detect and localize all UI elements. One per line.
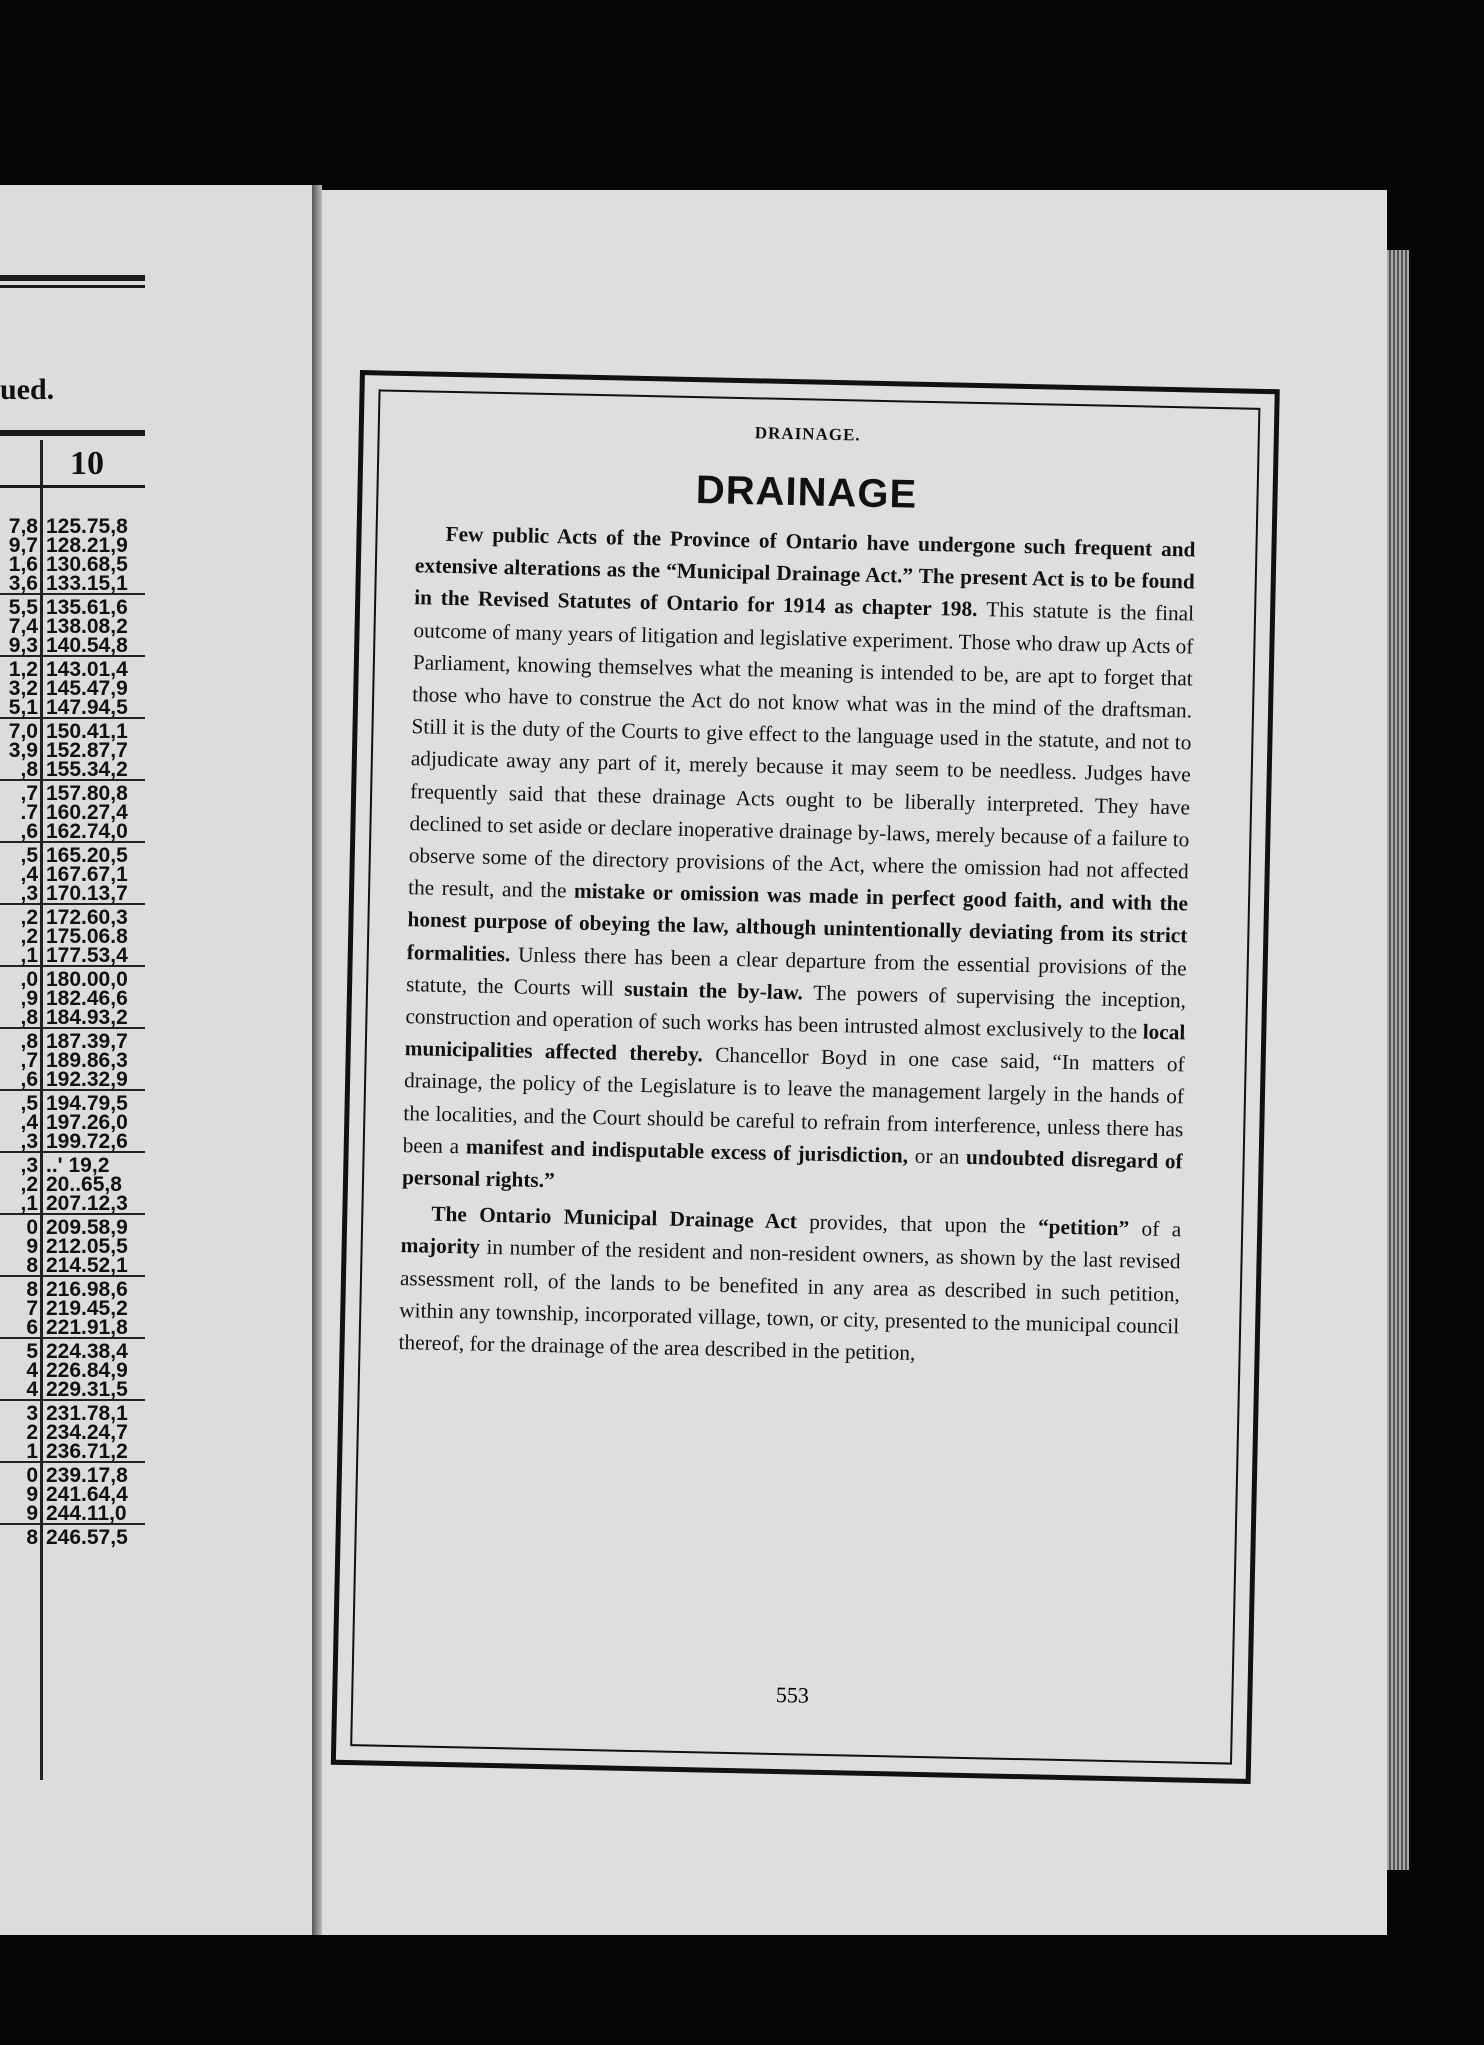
cell-column-10: 167.67,1 — [46, 863, 128, 886]
cell-prev-column: ,5 — [20, 844, 38, 867]
table-row — [0, 636, 145, 657]
cell-column-10: 239.17,8 — [46, 1464, 128, 1487]
cell-column-10: 216.98,6 — [46, 1278, 128, 1301]
cell-column-10: 192.32,9 — [46, 1068, 128, 1091]
cell-column-10: 189.86,3 — [46, 1049, 128, 1072]
cell-prev-column: 5 — [26, 1340, 38, 1363]
cell-prev-column: ,3 — [20, 1154, 38, 1177]
cell-prev-column: ,8 — [20, 1030, 38, 1053]
cell-column-10: 177.53,4 — [46, 944, 128, 967]
book-gutter — [312, 185, 322, 1935]
cell-prev-column: ,1 — [20, 1192, 38, 1215]
cell-column-10: 150.41,1 — [46, 720, 128, 743]
cell-column-10: 182.46,6 — [46, 987, 128, 1010]
cell-column-10: 165.20,5 — [46, 844, 128, 867]
cell-column-10: 236.71,2 — [46, 1440, 128, 1463]
cell-prev-column: 2 — [26, 1421, 38, 1444]
column-header: 10 — [70, 445, 104, 482]
cell-prev-column: 3,9 — [8, 739, 38, 762]
cell-column-10: 175.06.8 — [46, 925, 128, 948]
bold-text-run: local municipalities affected thereby. — [404, 1019, 1186, 1067]
cell-prev-column: 1,2 — [8, 658, 38, 681]
text-run: or an — [914, 1143, 967, 1169]
cell-prev-column: 8 — [26, 1526, 38, 1549]
cell-prev-column: 9 — [26, 1502, 38, 1525]
cell-column-10: 229.31,5 — [46, 1378, 128, 1401]
bold-text-run: mistake or omission was made in perfect good faith, and with the honest purpose of obeying the law, although unintentionally deviating from its strict formalities. — [406, 878, 1189, 967]
page-edge — [1387, 250, 1409, 1870]
cell-prev-column: .7 — [20, 801, 38, 824]
cell-column-10: 184.93,2 — [46, 1006, 128, 1029]
table-top-rule-thin — [0, 285, 145, 288]
bold-text-run: “petition” — [1037, 1214, 1142, 1241]
cell-prev-column: 6 — [26, 1316, 38, 1339]
cell-prev-column: 9,3 — [8, 634, 38, 657]
cell-column-10: 234.24,7 — [46, 1421, 128, 1444]
table-row — [0, 1318, 145, 1339]
table-row — [0, 1256, 145, 1277]
text-run: Chancellor Boyd in one case said, “In matters of drainage, the policy of the Legislature is to leave the management largely in the hands of the localities, and the Court should be careful to refrain from interference, unless there has been a — [402, 1042, 1185, 1159]
cell-column-10: 244.11,0 — [46, 1502, 127, 1525]
cell-column-10: 187.39,7 — [46, 1030, 128, 1053]
cell-column-10: 130.68,5 — [46, 553, 128, 576]
bold-text-run: have undergone such frequent and extensive alterations as the — [414, 530, 1196, 583]
cell-column-10: 209.58,9 — [46, 1216, 128, 1239]
cell-prev-column: 0 — [26, 1464, 38, 1487]
text-run: The powers of supervising the inception, construction and operation of such works has been intrusted almost exclusively to the — [405, 980, 1187, 1044]
cell-prev-column: 4 — [26, 1359, 38, 1382]
cell-prev-column: 7,4 — [8, 615, 38, 638]
cell-prev-column: ,7 — [20, 1049, 38, 1072]
left-facing-page — [0, 185, 312, 1935]
bold-text-run: manifest and indisputable excess of jurisdiction, — [465, 1134, 916, 1168]
text-run: Unless there has been a clear departure from the essential provisions of the statute, the Courts will — [405, 942, 1187, 1001]
cell-column-10: 125.75,8 — [46, 515, 128, 538]
text-run: in number of the resident and non-resident owners, as shown by the last revised assessment roll, of the lands to be benefited in any area as described in such petition, within any township, incorporated village, town, or city, presented to the municipal council thereof, for the drainage of the area described in the petition, — [398, 1235, 1181, 1365]
cell-prev-column: ,8 — [20, 1006, 38, 1029]
cell-column-10: 135.61,6 — [46, 596, 128, 619]
cell-column-10: 241.64,4 — [46, 1483, 128, 1506]
table-row — [0, 1504, 145, 1525]
cell-column-10: 197.26,0 — [46, 1111, 128, 1134]
cell-prev-column: 8 — [26, 1278, 38, 1301]
text-run: This statute is the final outcome of many years of litigation and legislative experiment. Those who draw up Acts of Parliament, knowing themselves what the meaning is intended to be, are apt to forget that those who have to construe the Act do not know what was in the mind of the draftsman. Still it is the duty of the Courts to give effect to the language used in the statute, and not to adjudicate away any part of it, merely because it may seem to be needless. Judges have frequently said that these drainage Acts ought to be liberally interpreted. They have declined to set aside or declare inoperative drainage by-laws, merely because of a failure to observe some of the directory provisions of the Act, where the omission had not affected the result, and the — [407, 597, 1195, 903]
cell-prev-column: 4 — [26, 1378, 38, 1401]
cell-prev-column: 3,2 — [8, 677, 38, 700]
table-row — [0, 884, 145, 905]
table-row — [0, 1442, 145, 1463]
cell-column-10: 224.38,4 — [46, 1340, 128, 1363]
cell-prev-column: ,3 — [20, 882, 38, 905]
bold-text-run: sustain the by-law. — [624, 976, 814, 1005]
cell-column-10: 138.08,2 — [46, 615, 128, 638]
value-table — [0, 517, 145, 1547]
cell-column-10: 221.91,8 — [46, 1316, 128, 1339]
cell-column-10: 152.87,7 — [46, 739, 128, 762]
cell-column-10: 20..65,8 — [46, 1173, 122, 1196]
cell-column-10: 128.21,9 — [46, 534, 128, 557]
table-row — [0, 946, 145, 967]
cell-column-10: 162.74,0 — [46, 820, 128, 843]
cell-prev-column: 9 — [26, 1235, 38, 1258]
cell-column-10: ..' 19,2 — [46, 1154, 110, 1177]
table-row — [0, 760, 145, 781]
cell-column-10: 140.54,8 — [46, 634, 128, 657]
cell-prev-column: ,5 — [20, 1092, 38, 1115]
cell-prev-column: ,6 — [20, 820, 38, 843]
page-title: DRAINAGE — [695, 468, 918, 517]
table-row — [0, 1194, 145, 1215]
cell-prev-column: ,2 — [20, 1173, 38, 1196]
table-row — [0, 1070, 145, 1091]
table-row — [0, 822, 145, 843]
cell-column-10: 147.94,5 — [46, 696, 128, 719]
header-bottom-rule — [0, 485, 145, 488]
page-number: 553 — [775, 1682, 810, 1708]
cell-column-10: 160.27,4 — [46, 801, 128, 824]
cell-prev-column: 3,6 — [8, 572, 38, 595]
cell-column-10: 199.72,6 — [46, 1130, 128, 1153]
cell-column-10: 172.60,3 — [46, 906, 128, 929]
bold-text-run: Revised Statutes of Ontario for 1914 as chapter 198. — [477, 586, 987, 622]
cell-column-10: 133.15,1 — [46, 572, 128, 595]
cell-prev-column: ,4 — [20, 1111, 38, 1134]
bold-text-run: Few public Acts of the Province of Ontario — [445, 521, 867, 555]
table-row — [0, 1008, 145, 1029]
cell-prev-column: 9 — [26, 1483, 38, 1506]
cell-prev-column: ,9 — [20, 987, 38, 1010]
cell-column-10: 226.84,9 — [46, 1359, 128, 1382]
cell-prev-column: 5,1 — [8, 696, 38, 719]
cell-column-10: 212.05,5 — [46, 1235, 128, 1258]
bold-text-run: undoubted disregard of personal rights.” — [401, 1144, 1183, 1193]
bold-text-run: The Ontario Municipal Drainage Act — [431, 1201, 810, 1234]
cell-prev-column: 7,0 — [8, 720, 38, 743]
page-content — [398, 416, 1198, 1378]
cell-prev-column: 8 — [26, 1254, 38, 1277]
cell-prev-column: 9,7 — [8, 534, 38, 557]
cell-column-10: 219.45,2 — [46, 1297, 128, 1320]
cell-prev-column: 7 — [26, 1297, 38, 1320]
body-text — [398, 517, 1195, 1374]
cell-prev-column: ,4 — [20, 863, 38, 886]
cell-column-10: 246.57,5 — [46, 1526, 128, 1549]
cell-prev-column: ,6 — [20, 1068, 38, 1091]
continued-label: ued. — [0, 373, 55, 406]
cell-prev-column: 7,8 — [8, 515, 38, 538]
cell-prev-column: ,2 — [20, 906, 38, 929]
cell-column-10: 194.79,5 — [46, 1092, 128, 1115]
table-row — [0, 1380, 145, 1401]
cell-prev-column: 1,6 — [8, 553, 38, 576]
cell-column-10: 143.01,4 — [46, 658, 128, 681]
paragraph — [398, 1197, 1181, 1374]
cell-prev-column: 3 — [26, 1402, 38, 1425]
cell-prev-column: 1 — [26, 1440, 38, 1463]
table-row — [0, 698, 145, 719]
cell-column-10: 145.47,9 — [46, 677, 128, 700]
cell-column-10: 231.78,1 — [46, 1402, 128, 1425]
cell-prev-column: ,0 — [20, 968, 38, 991]
bold-text-run: majority — [400, 1233, 487, 1260]
cell-prev-column: 5,5 — [8, 596, 38, 619]
bold-text-run: “Municipal Drainage Act.” — [665, 558, 919, 588]
cell-prev-column: ,2 — [20, 925, 38, 948]
bold-text-run: The present Act is to be found in the — [413, 563, 1196, 611]
table-row — [0, 1528, 145, 1547]
paragraph — [402, 517, 1196, 1209]
table-row — [0, 1132, 145, 1153]
header-rule — [0, 430, 145, 436]
cell-column-10: 157.80,8 — [46, 782, 128, 805]
cell-column-10: 207.12,3 — [46, 1192, 128, 1215]
cell-prev-column: ,3 — [20, 1130, 38, 1153]
table-top-rule — [0, 275, 145, 281]
cell-column-10: 170.13,7 — [46, 882, 128, 905]
text-run: of a — [1141, 1216, 1182, 1242]
cell-column-10: 214.52,1 — [46, 1254, 128, 1277]
running-head: DRAINAGE. — [754, 423, 861, 445]
cell-prev-column: ,7 — [20, 782, 38, 805]
text-run: provides, that upon the — [808, 1209, 1039, 1239]
cell-prev-column: 0 — [26, 1216, 38, 1239]
cell-column-10: 180.00,0 — [46, 968, 128, 991]
table-row — [0, 574, 145, 595]
cell-column-10: 155.34,2 — [46, 758, 128, 781]
cell-prev-column: ,1 — [20, 944, 38, 967]
speck — [1326, 1254, 1333, 1261]
page-frame — [331, 370, 1280, 1784]
cell-prev-column: ,8 — [20, 758, 38, 781]
